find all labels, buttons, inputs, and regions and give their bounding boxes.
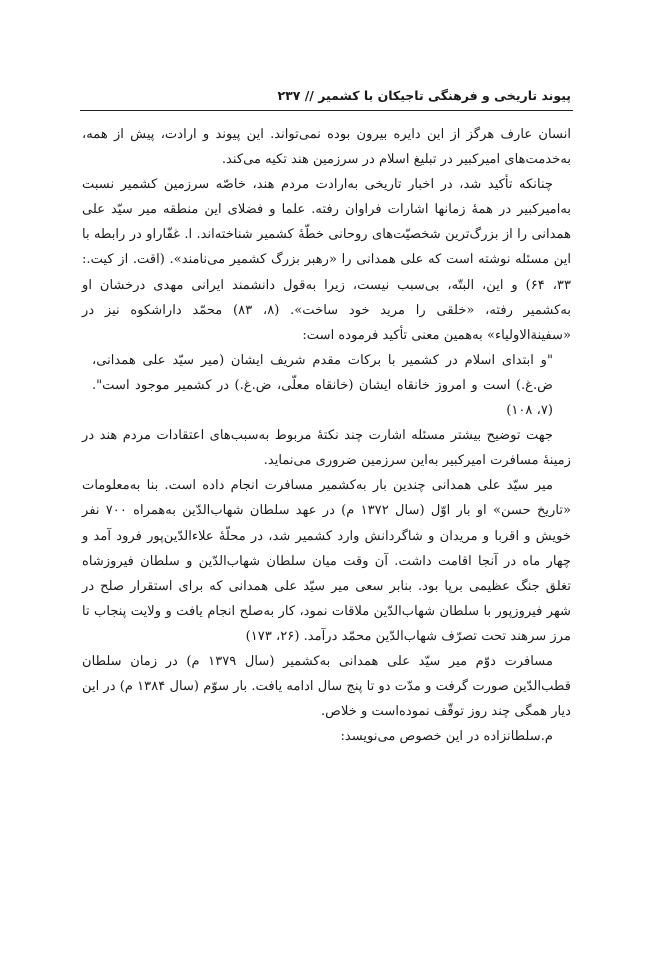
block-quote-dara-shikoh: "و ابتدای اسلام در کشمیر با برکات مقدم شریف ایشان (میر سیّد علی همدانی، ض.غ.) است و امروز خانقاه ایشان (خانقاه معلّی، ض.غ.) در کشمیر موجود است". (۷، ۱۰۸): [92, 352, 553, 419]
paragraph-second-journey: مسافرت دوّم میر سیّد علی همدانی به‌کشمیر (سال ۱۳۷۹ م) در زمان سلطان قطب‌الدّین صورت گرفت و مدّت دو تا پنج سال ادامه یافت. بار سوّم (سال ۱۳۸۴ م) در این دیار همگی چند روز توقّف نموده‌است و خلاص.: [82, 653, 572, 720]
paragraph-kashmir-devotion: چنانکه تأکید شد، در اخبار تاریخی به‌ارادت مردم هند، خاصّه سرزمین کشمیر نسبت به‌امیرکبیر در همهٔ زمانها اشارات فراوان رفته. علما و فضلای این منطقه میر سیّد علی همدانی را از بزرگ‌ترین شخصیّت‌های روحانی خطّهٔ کشمیر شناخته‌اند. ا. غفّاراو در رابطه با این مسئله نوشته است که علی همدانی را «رهبر بزرگ کشمیر می‌نامند». (اقت. از کیت.: ۳۳، ۶۴) و این، البتّه، بی‌سبب نیست، زیرا به‌قول دانشمند ایرانی مهدی درخشان او به‌کشمیر رفته، «خلقی را مرید خود ساخت». (۸، ۸۳) محمّد داراشکوه نیز در «سفینةالاولیاء» به‌همین معنی تأکید فرموده است:: [82, 177, 571, 343]
body-text: [82, 122, 571, 749]
paragraph-first-journey: میر سیّد علی همدانی چندین بار به‌کشمیر مسافرت انجام داده است. بنا به‌معلومات «تاریخ حسن» او بار اوّل (سال ۱۳۷۲ م) در عهد سلطان شهاب‌الدّین به‌همراه ۷۰۰ نفر خویش و اقربا و مریدان و شاگردانش وارد کشمیر شد، در محلّهٔ علاءالدّین‌پور فرود آمد و چهار ماه در آنجا اقامت داشت. آن وقت میان سلطان شهاب‌الدّین و سلطان فیروزشاه تغلق جنگ عظیمی برپا بود. بنابر سعی میر سیّد علی همدانی که برای استقرار صلح در شهر فیروزپور با سلطان شهاب‌الدّین ملاقات نمود، کار به‌صلح انجام یافت و ولایت پنجاب تا مرز سرهند تحت تصرّف شهاب‌الدّین محمّد درآمد. (۲۶، ۱۷۳): [82, 478, 572, 644]
paragraph-continuation: انسان عارف هرگز از این دایره بیرون بوده نمی‌تواند. این پیوند و ارادت، پیش از همه، به‌خدمت‌های امیرکبیر در تبلیغ اسلام در سرزمین هند تکیه می‌کند.: [82, 127, 571, 168]
running-header: پیوند تاریخی و فرهنگی تاجیکان با کشمیر // ۲۳۷: [277, 88, 571, 103]
paragraph-explanation: جهت توضیح بیشتر مسئله اشارت چند نکتهٔ مربوط به‌سبب‌های اعتقادات مردم هند در زمینهٔ مسافرت امیرکبیر به‌این سرزمین ضروری می‌نماید.: [82, 428, 571, 469]
paragraph-sultanzada: م.سلطانزاده در این خصوص می‌نویسد:: [340, 729, 553, 745]
header-rule: [80, 110, 573, 111]
